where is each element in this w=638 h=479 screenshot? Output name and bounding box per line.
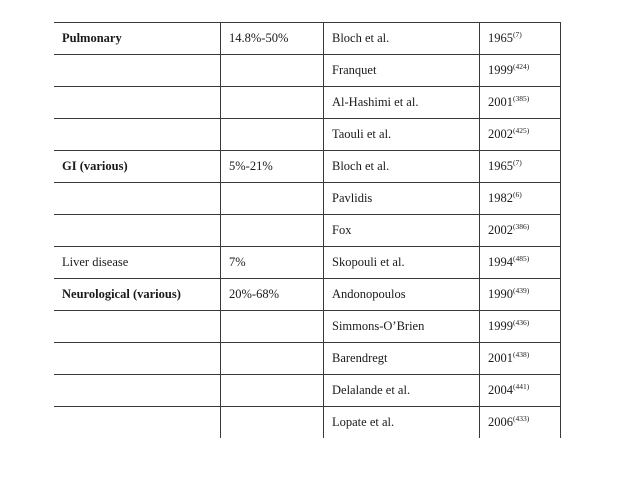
reference-superscript: (385) [513, 94, 530, 104]
references-table [54, 22, 561, 438]
condition-cell [54, 119, 221, 151]
reference-superscript: (441) [513, 382, 530, 392]
table-row [54, 215, 561, 247]
year-cell [480, 407, 561, 439]
frequency-cell [221, 343, 324, 375]
year-cell [480, 279, 561, 311]
author-cell: Skopouli et al. [324, 247, 480, 279]
author-cell: Taouli et al. [324, 119, 480, 151]
frequency-cell [221, 375, 324, 407]
year-cell [480, 375, 561, 407]
table-row [54, 311, 561, 343]
frequency-cell [221, 407, 324, 439]
reference-superscript: (485) [513, 254, 530, 264]
author-cell: Fox [324, 215, 480, 247]
table-row [54, 151, 561, 183]
frequency-cell [221, 215, 324, 247]
year-cell [480, 55, 561, 87]
reference-superscript: (436) [513, 318, 530, 328]
author-cell: Lopate et al. [324, 407, 480, 439]
table-row [54, 55, 561, 87]
author-cell: Barendregt [324, 343, 480, 375]
condition-cell [54, 375, 221, 407]
table-row [54, 375, 561, 407]
year-value: 2002 [488, 223, 513, 238]
year-cell [480, 215, 561, 247]
author-cell: Simmons-O’Brien [324, 311, 480, 343]
year-cell [480, 87, 561, 119]
table-row [54, 87, 561, 119]
year-value: 2001 [488, 95, 513, 110]
year-value: 2006 [488, 415, 513, 430]
frequency-cell [221, 87, 324, 119]
table-row [54, 119, 561, 151]
frequency-cell: 14.8%-50% [221, 23, 324, 55]
condition-cell: Pulmonary [54, 23, 221, 55]
table-row [54, 183, 561, 215]
year-value: 1990 [488, 287, 513, 302]
reference-superscript: (6) [513, 190, 522, 200]
reference-superscript: (433) [513, 414, 530, 424]
author-cell: Al-Hashimi et al. [324, 87, 480, 119]
year-cell [480, 247, 561, 279]
author-cell: Andonopoulos [324, 279, 480, 311]
reference-superscript: (7) [513, 30, 522, 40]
year-value: 2002 [488, 127, 513, 142]
frequency-cell [221, 183, 324, 215]
condition-cell: Liver disease [54, 247, 221, 279]
frequency-cell [221, 119, 324, 151]
year-cell [480, 119, 561, 151]
author-cell: Delalande et al. [324, 375, 480, 407]
author-cell: Franquet [324, 55, 480, 87]
year-value: 1965 [488, 31, 513, 46]
author-cell: Bloch et al. [324, 151, 480, 183]
table-row [54, 343, 561, 375]
frequency-cell: 20%-68% [221, 279, 324, 311]
year-value: 1999 [488, 63, 513, 78]
table-row [54, 279, 561, 311]
reference-superscript: (386) [513, 222, 530, 232]
reference-superscript: (7) [513, 158, 522, 168]
reference-superscript: (425) [513, 126, 530, 136]
frequency-cell [221, 55, 324, 87]
condition-cell [54, 343, 221, 375]
condition-cell [54, 87, 221, 119]
author-cell: Pavlidis [324, 183, 480, 215]
reference-superscript: (439) [513, 286, 530, 296]
year-cell [480, 343, 561, 375]
year-value: 2001 [488, 351, 513, 366]
table-row [54, 23, 561, 55]
condition-cell [54, 183, 221, 215]
reference-superscript: (438) [513, 350, 530, 360]
year-cell [480, 311, 561, 343]
frequency-cell [221, 311, 324, 343]
year-cell [480, 183, 561, 215]
condition-cell: GI (various) [54, 151, 221, 183]
year-value: 1999 [488, 319, 513, 334]
year-value: 1965 [488, 159, 513, 174]
year-cell [480, 23, 561, 55]
condition-cell [54, 311, 221, 343]
frequency-cell: 5%-21% [221, 151, 324, 183]
condition-cell [54, 55, 221, 87]
reference-superscript: (424) [513, 62, 530, 72]
condition-cell [54, 407, 221, 439]
frequency-cell: 7% [221, 247, 324, 279]
year-value: 1982 [488, 191, 513, 206]
table-row [54, 407, 561, 439]
table-body [54, 23, 561, 439]
condition-cell: Neurological (various) [54, 279, 221, 311]
author-cell: Bloch et al. [324, 23, 480, 55]
year-cell [480, 151, 561, 183]
table-row [54, 247, 561, 279]
year-value: 2004 [488, 383, 513, 398]
condition-cell [54, 215, 221, 247]
year-value: 1994 [488, 255, 513, 270]
